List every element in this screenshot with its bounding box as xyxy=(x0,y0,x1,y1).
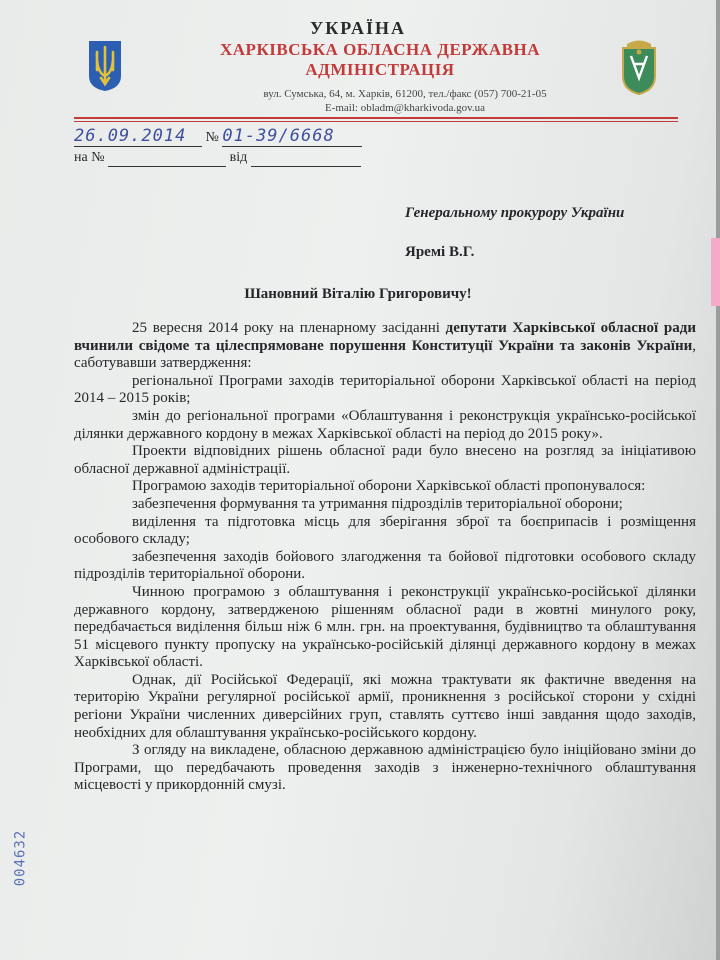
reference-date: 26.09.2014 xyxy=(74,126,187,146)
paragraph-1-end: , саботувавши затвердження: xyxy=(74,337,696,372)
kharkiv-oblast-emblem-icon xyxy=(618,38,660,96)
list-item-4: виділення та підготовка місць для зберігання зброї та боєприпасів і розміщення особового складу; xyxy=(74,513,696,548)
addressee-name: Яремі В.Г. xyxy=(405,244,475,260)
incoming-date-field xyxy=(251,150,361,167)
stamp-number: 004632 xyxy=(12,829,29,887)
paragraph-1-start: 25 вересня 2014 року на пленарному засіданні xyxy=(132,320,446,336)
agency-name xyxy=(200,40,560,80)
paragraph-3: Програмою заходів територіальної оборони Харківської області пропонувалося: xyxy=(132,478,646,495)
number-label: № xyxy=(205,130,219,145)
list-item-3: забезпечення формування та утримання підрозділів територіальної оборони; xyxy=(132,495,623,512)
paragraph-6: З огляду на викладене, обласною державною адміністрацією було ініційовано зміни до Програми, що передбачають проведення заходів з інженерно-технічного облаштування місцевості у прикордонній смузі. xyxy=(74,742,696,794)
agency-email: E-mail: obladm@kharkivoda.gov.ua xyxy=(324,102,485,114)
letter-body xyxy=(74,320,696,795)
on-number-label: на № xyxy=(74,150,105,165)
paragraph-1 xyxy=(74,320,696,373)
list-item-5: забезпечення заходів бойового злагодження та бойової підготовки особового складу підрозділів територіальної оборони. xyxy=(74,548,696,583)
country-title: УКРАЇНА xyxy=(310,18,406,38)
header-rule xyxy=(74,117,678,119)
addressee-title: Генеральному прокурору України xyxy=(405,205,625,221)
paragraph-4: Чинною програмою з облаштування і реконструкції українсько-російської ділянки державного кордону, затвердженою рішенням обласної ради в жовтні минулого року, передбачається виділення більш ніж 6 млн. грн. на проектування, будівництво та облаштування 51 місцевого пункту пропуску на українсько-російській ділянці державного кордону в межах Харківської області. xyxy=(74,583,696,671)
incoming-reference xyxy=(74,150,361,167)
salutation: Шановний Віталію Григоровичу! xyxy=(244,286,472,302)
paragraph-5: Однак, дії Російської Федерації, які можна трактувати як фактичне введення на територію України регулярної російської армії, проникнення з російської сторони у східні регіони України численних диверсійних груп, ставлять суттєво інші завдання щодо заходів, необхідних для облаштування українсько-російського кордону. xyxy=(74,671,696,741)
reference-date-field xyxy=(74,126,202,147)
paragraph-1-bold: депутати Харківської обласної ради вчинили свідоме та цілеспрямоване порушення Конституції України та законів України xyxy=(74,320,696,354)
page-marker-tab xyxy=(711,238,720,306)
agency-address: вул. Сумська, 64, м. Харків, 61200, тел./факс (057) 700-21-05 xyxy=(263,88,547,100)
incoming-number-field xyxy=(108,150,226,167)
list-item-1: регіональної Програми заходів територіальної оборони Харківської області на період 2014 – 2015 років; xyxy=(74,372,696,407)
reference-number-field xyxy=(222,126,362,147)
registration-stamp xyxy=(12,820,40,900)
outgoing-reference xyxy=(74,126,362,147)
from-label: від xyxy=(229,150,248,165)
agency-name-line2: АДМІНІСТРАЦІЯ xyxy=(305,60,455,79)
coat-of-arms-ukraine-icon xyxy=(88,40,122,92)
reference-number: 01-39/6668 xyxy=(222,126,335,146)
agency-name-line1: ХАРКІВСЬКА ОБЛАСНА ДЕРЖАВНА xyxy=(220,40,540,59)
paragraph-2: Проекти відповідних рішень обласної ради було внесено на розгляд за ініціативою обласної державної адміністрації. xyxy=(74,443,696,477)
list-item-2: змін до регіональної програми «Облаштування і реконструкція українсько-російської ділянки державного кордону в межах Харківської області на період до 2015 року». xyxy=(74,407,696,442)
agency-contacts xyxy=(240,87,570,115)
header-rule-thin xyxy=(74,121,678,122)
